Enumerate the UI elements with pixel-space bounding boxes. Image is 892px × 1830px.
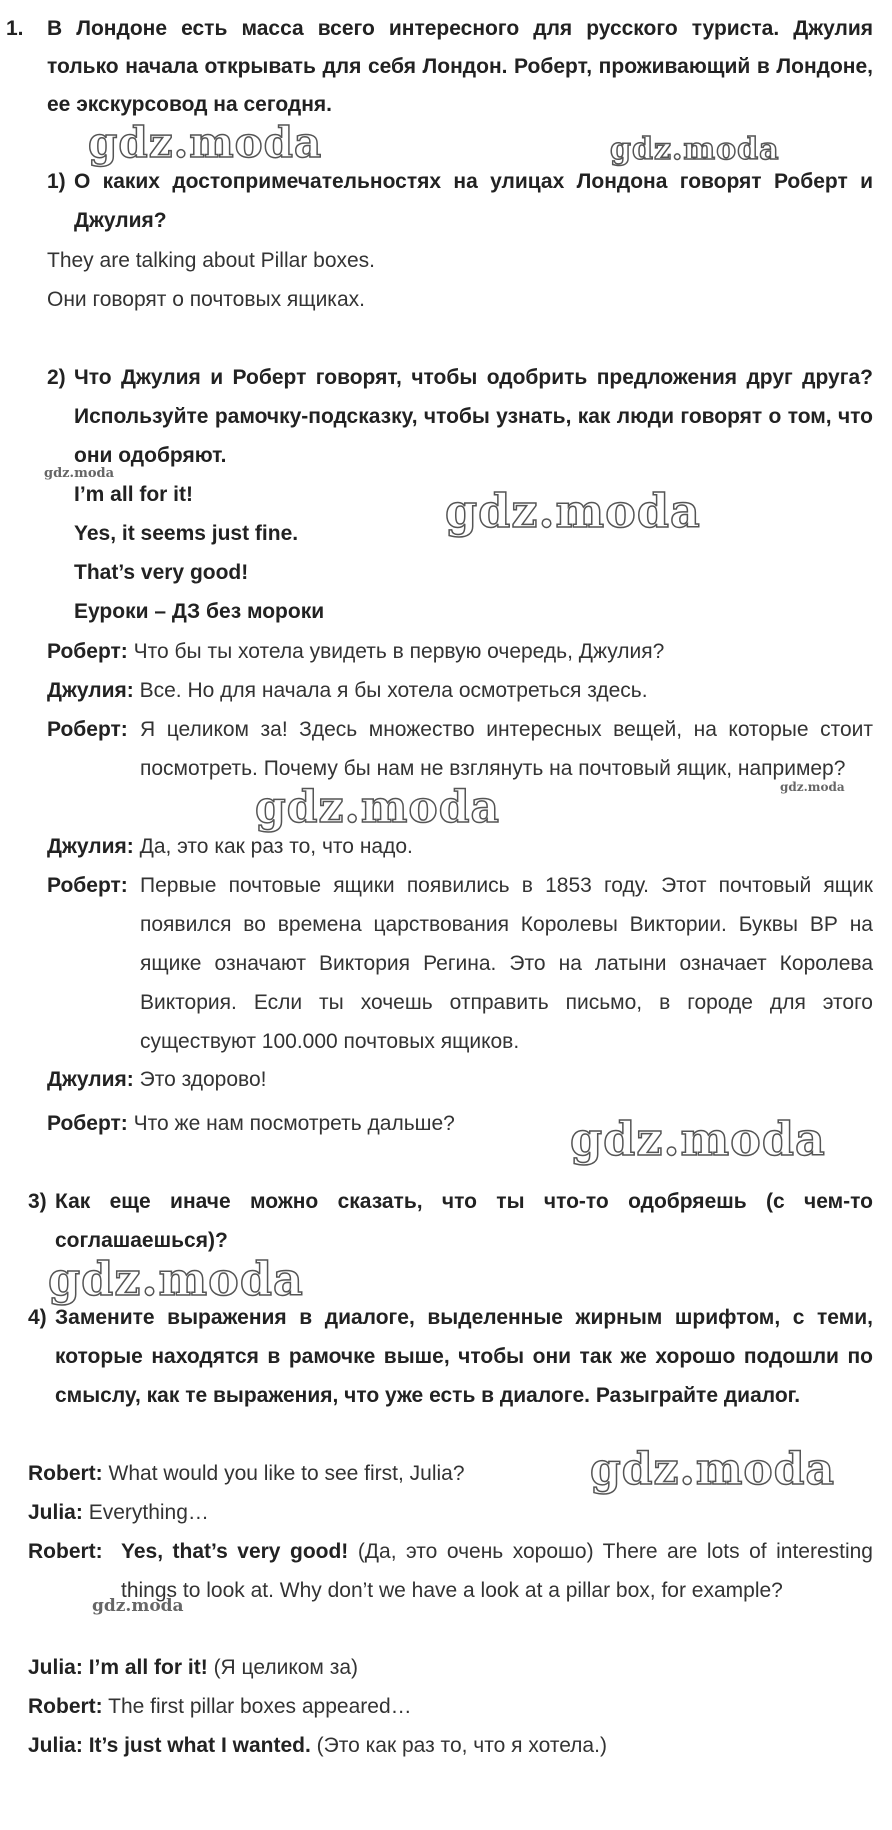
question-3-text: Как еще иначе можно сказать, что ты что-то одобряешь (с чем-то соглашаешься)? [55, 1190, 873, 1252]
line-text: The first pillar boxes appeared… [108, 1695, 412, 1718]
question-1-text: О каких достопримечательностях на улицах Лондона говорят Роберт и Джулия? [74, 170, 873, 232]
dialogue-ru-line-1 [47, 632, 664, 671]
question-3-label: 3) [28, 1190, 47, 1213]
dialogue-en-line-2 [28, 1493, 209, 1532]
highlighted-phrase: Yes, that’s very good! [121, 1540, 349, 1563]
highlighted-phrase: It’s just what I wanted. [88, 1734, 311, 1757]
dialogue-en-line-6 [28, 1726, 607, 1765]
speaker: Julia: [28, 1656, 83, 1679]
answer-1-russian: Они говорят о почтовых ящиках. [47, 288, 365, 311]
dialogue-ru-line-5-speaker [47, 866, 128, 905]
speaker: Роберт: [47, 1112, 128, 1135]
phrase-4: Еуроки – ДЗ без мороки [74, 600, 325, 623]
dialogue-en-line-4 [28, 1648, 358, 1687]
speaker: Robert: [28, 1462, 103, 1485]
task-number: 1. [6, 17, 24, 40]
watermark: gdz.moda [570, 1112, 826, 1166]
speaker: Джулия: [47, 679, 134, 702]
watermark: gdz.moda [44, 466, 115, 481]
question-4-label: 4) [28, 1306, 47, 1329]
dialogue-en-line-1 [28, 1454, 465, 1493]
watermark: gdz.moda [445, 484, 701, 538]
speaker: Роберт: [47, 718, 128, 741]
question-1-label: 1) [47, 170, 66, 193]
line-text: Что бы ты хотела увидеть в первую очередь, Джулия? [133, 640, 665, 663]
watermark: gdz.moda [92, 1596, 184, 1616]
phrase-1: I’m all for it! [74, 483, 194, 506]
line-text: What would you like to see first, Julia? [108, 1462, 465, 1485]
question-4-text: Замените выражения в диалоге, выделенные жирным шрифтом, с теми, которые находятся в рамочке выше, чтобы они так же хорошо подошли по смыслу, как те выражения, что уже есть в диалоге. Разыграйте диалог. [55, 1306, 873, 1407]
dialogue-ru-line-3-text: Я целиком за! Здесь множество интересных вещей, на которые стоит посмотреть. Почему бы нам не взглянуть на почтовый ящик, например? [140, 718, 873, 780]
watermark: gdz.moda [780, 780, 845, 794]
speaker: Роберт: [47, 874, 128, 897]
question-2-text: Что Джулия и Роберт говорят, чтобы одобрить предложения друг друга? Используйте рамочку-подсказку, чтобы узнать, как люди говорят о том, что они одобряют. [74, 366, 873, 467]
speaker: Роберт: [47, 640, 128, 663]
task-intro: В Лондоне есть масса всего интересного для русского туриста. Джулия только начала открывать для себя Лондон. Роберт, проживающий в Лондоне, ее экскурсовод на сегодня. [47, 17, 873, 116]
dialogue-ru-line-7 [47, 1104, 455, 1143]
watermark: gdz.moda [88, 118, 323, 167]
speaker: Julia: [28, 1734, 83, 1757]
speaker: Robert: [28, 1695, 103, 1718]
watermark: gdz.moda [590, 1444, 836, 1495]
line-text: (Да, это очень хорошо) There are lots of interesting things to look at. Why don’t we have a look at a pillar box, for example? [121, 1540, 873, 1602]
phrase-2: Yes, it seems just fine. [74, 522, 299, 545]
line-text: Это здорово! [139, 1068, 267, 1091]
dialogue-ru-line-3-speaker [47, 710, 128, 749]
dialogue-ru-line-2 [47, 671, 648, 710]
watermark: gdz.moda [255, 782, 501, 833]
dialogue-en-line-3-text [121, 1532, 873, 1610]
line-text: Что же нам посмотреть дальше? [133, 1112, 455, 1135]
answer-1-english: They are talking about Pillar boxes. [47, 249, 376, 272]
speaker: Джулия: [47, 835, 134, 858]
line-text: Да, это как раз то, что надо. [139, 835, 413, 858]
speaker: Robert: [28, 1540, 103, 1563]
question-2-label: 2) [47, 366, 66, 389]
dialogue-ru-line-6 [47, 1060, 266, 1099]
line-text: (Это как раз то, что я хотела.) [316, 1734, 607, 1757]
watermark: gdz.moda [610, 132, 780, 167]
speaker: Julia: [28, 1501, 83, 1524]
line-text: Everything… [88, 1501, 209, 1524]
line-text: (Я целиком за) [213, 1656, 358, 1679]
line-text: Все. Но для начала я бы хотела осмотреться здесь. [139, 679, 648, 702]
watermark: gdz.moda [48, 1252, 304, 1306]
dialogue-en-line-5 [28, 1687, 412, 1726]
highlighted-phrase: I’m all for it! [88, 1656, 208, 1679]
dialogue-en-line-3-speaker [28, 1532, 103, 1571]
speaker: Джулия: [47, 1068, 134, 1091]
phrase-3: That’s very good! [74, 561, 249, 584]
dialogue-ru-line-5-text: Первые почтовые ящики появились в 1853 году. Этот почтовый ящик появился во времена царствования Королевы Виктории. Буквы ВР на ящике означают Виктория Регина. Это на латыни означает Королева Виктория. Если ты хочешь отправить письмо, в городе для этого существуют 100.000 почтовых ящиков. [140, 874, 873, 1053]
